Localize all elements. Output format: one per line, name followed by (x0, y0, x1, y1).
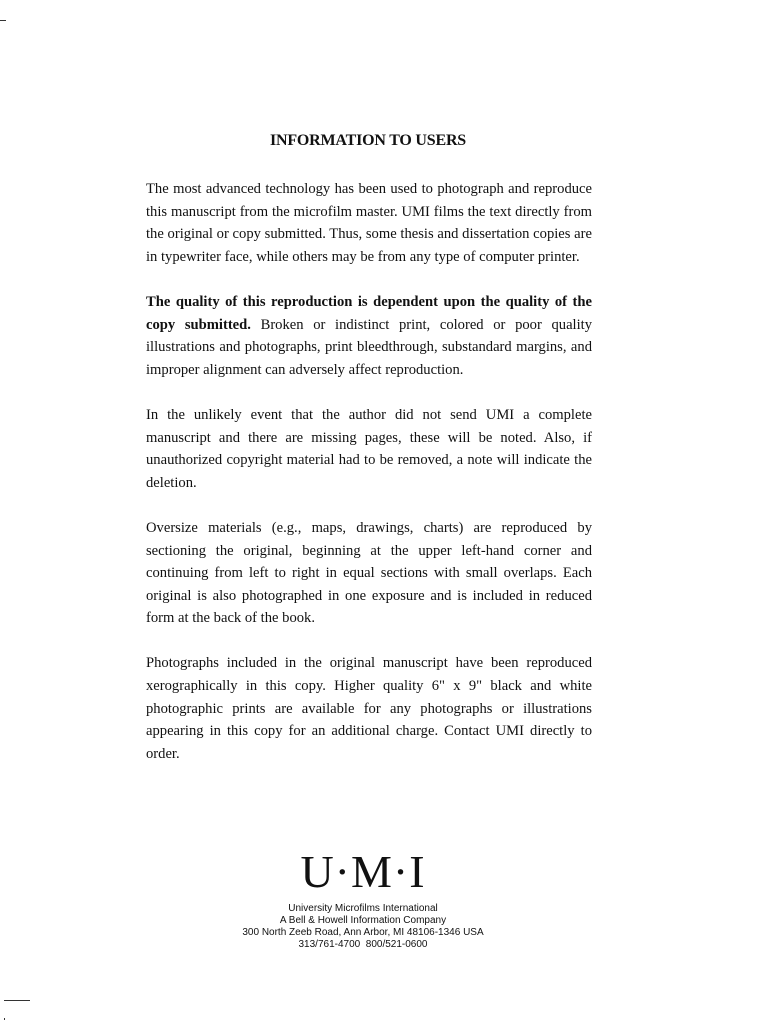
paragraph-missing-pages: In the unlikely event that the author did not send UMI a complete manuscript and there are missing pages, these will be noted. Also, if unauthorized copyright material had to be removed, a note will indicate the deletion. (146, 406, 592, 491)
scan-mark (0, 20, 6, 21)
scan-mark (4, 1000, 30, 1001)
address-line-1: University Microfilms International (288, 903, 438, 914)
scan-mark (4, 1018, 5, 1020)
address-line-3: 300 North Zeeb Road, Ann Arbor, MI 48106-1346 USA (242, 927, 484, 938)
paragraph-photographs: Photographs included in the original manuscript have been reproduced xerographically in this copy. Higher quality 6" x 9" black and white photographic prints are available for any photographs or illustrations appearing in this copy for an additional charge. Contact UMI directly to order. (146, 655, 592, 762)
publisher-address (0, 903, 726, 951)
address-line-4: 313/761-4700 800/521-0600 (298, 939, 428, 950)
page-title: INFORMATION TO USERS (269, 132, 467, 149)
paragraph-oversize: Oversize materials (e.g., maps, drawings, charts) are reproduced by sectioning the original, beginning at the upper left-hand corner and continuing from left to right in equal sections with small overlaps. Each original is also photographed in one exposure and is included in reduced form at the back of the book. (146, 519, 592, 627)
umi-logo: U·M·I (300, 846, 426, 897)
paragraph-technology: The most advanced technology has been used to photograph and reproduce this manuscript from the microfilm master. UMI films the text directly from the original or copy submitted. Thus, some thesis and dissertation copies are in typewriter face, while others may be from any type of computer printer. (146, 181, 592, 265)
address-line-2: A Bell & Howell Information Company (279, 915, 447, 926)
quality-emphasis: The quality of this reproduction is dependent upon the quality of the copy submitted. (146, 293, 592, 333)
quality-detail: Broken or indistinct print, colored or poor quality illustrations and photographs, print bleedthrough, substandard margins, and improper alignment can adversely affect reproduction. (146, 316, 593, 378)
body-text (146, 178, 592, 765)
paragraph-quality (146, 291, 592, 381)
